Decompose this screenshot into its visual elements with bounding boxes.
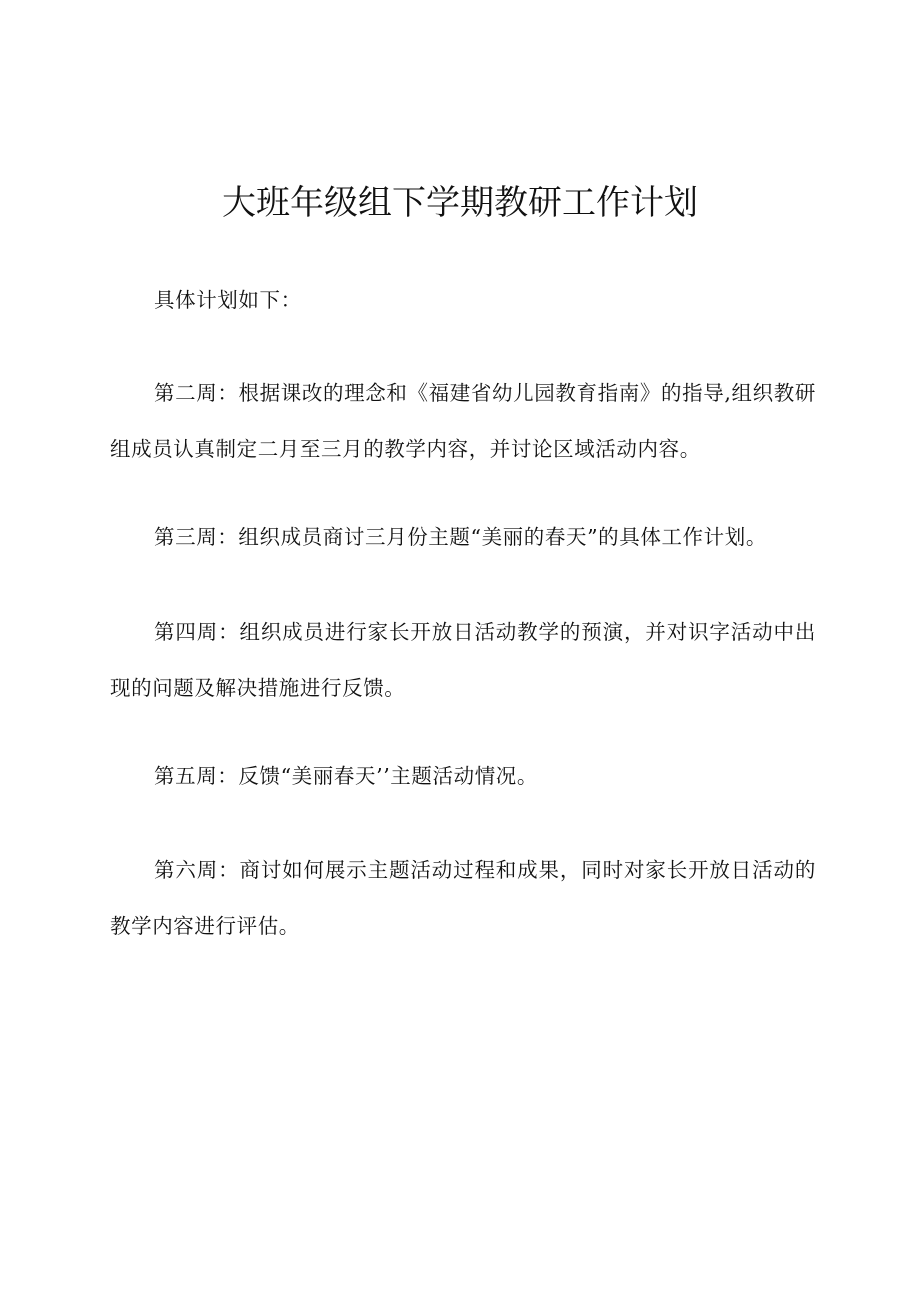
paragraph-week-3: 第三周：组织成员商讨三月份主题“美丽的春天”的具体工作计划。 (154, 525, 767, 549)
paragraph-intro: 具体计划如下： (154, 288, 302, 312)
paragraph-week-5: 第五周：反馈“美丽春天’’主题活动情况。 (154, 764, 539, 788)
document-title: 大班年级组下学期教研工作计划 (222, 183, 698, 223)
paragraph-week-4: 第四周：组织成员进行家长开放日活动教学的预演，并对识字活动中出现的问题及解决措施进行反馈。 (110, 620, 816, 700)
paragraph-week-6: 第六周：商讨如何展示主题活动过程和成果，同时对家长开放日活动的教学内容进行评估。 (110, 858, 816, 938)
paragraph-week-2: 第二周：根据课改的理念和《福建省幼儿园教育指南》的指导,组织教研组成员认真制定二月至三月的教学内容，并讨论区域活动内容。 (110, 381, 816, 461)
